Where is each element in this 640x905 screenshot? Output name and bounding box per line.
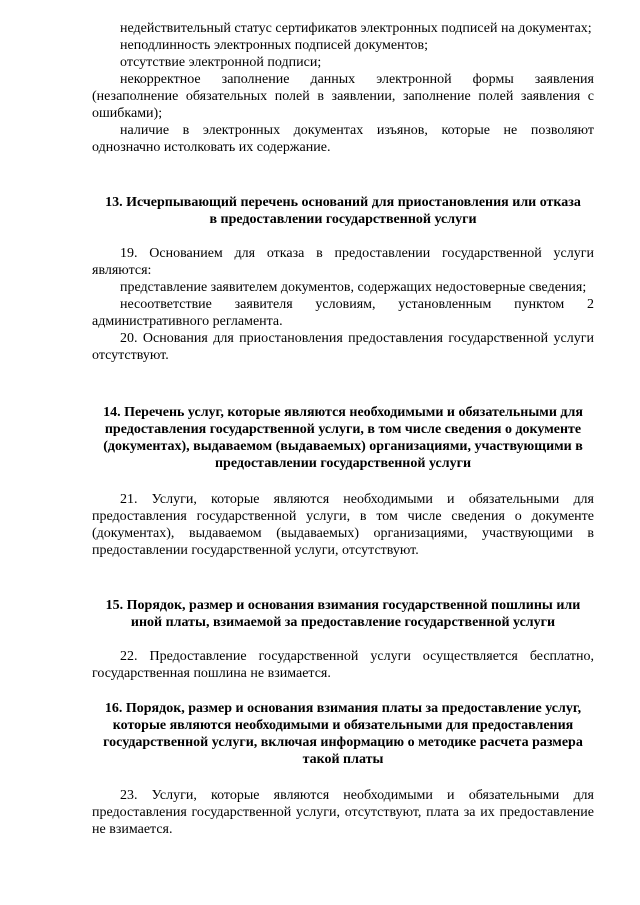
section-16-body xyxy=(92,787,594,838)
section-14-heading: 14. Перечень услуг, которые являются необходимыми и обязательными для предоставления государственной услуги, в том числе сведения о документе (документах), выдаваемом (выдаваемых) организациями, участвующими в предоставлении государственной услуги xyxy=(103,405,583,471)
section-16-heading: 16. Порядок, размер и основания взимания платы за предоставление услуг, которые являются необходимыми и обязательными для предоставления государственной услуги, включая информацию о методике расчета размера такой платы xyxy=(103,701,583,767)
paragraph: несоответствие заявителя условиям, установленным пунктом 2 административного регламента. xyxy=(92,297,594,329)
paragraph: 20. Основания для приостановления предоставления государственной услуги отсутствуют. xyxy=(92,331,594,363)
intro-list xyxy=(92,20,594,156)
list-item: недействительный статус сертификатов электронных подписей на документах; xyxy=(120,21,592,36)
section-13-body xyxy=(92,245,594,364)
list-item: отсутствие электронной подписи; xyxy=(120,55,322,70)
section-13-heading: 13. Исчерпывающий перечень оснований для приостановления или отказа в предоставлении государственной услуги xyxy=(105,195,581,227)
section-15-heading-block xyxy=(92,597,594,631)
paragraph: 19. Основанием для отказа в предоставлении государственной услуги являются: xyxy=(92,246,594,278)
section-14-heading-block xyxy=(92,404,594,472)
section-13-heading-block xyxy=(100,194,586,228)
paragraph: 22. Предоставление государственной услуги осуществляется бесплатно, государственная пошлина не взимается. xyxy=(92,649,594,681)
list-item: некорректное заполнение данных электронной формы заявления (незаполнение обязательных полей в заявлении, заполнение полей заявления с ошибками); xyxy=(92,72,594,121)
section-14-body xyxy=(92,491,594,559)
list-item: наличие в электронных документах изъянов, которые не позволяют однозначно истолковать их содержание. xyxy=(92,123,594,155)
paragraph: представление заявителем документов, содержащих недостоверные сведения; xyxy=(120,280,587,295)
section-16-heading-block xyxy=(92,700,594,768)
paragraph: 23. Услуги, которые являются необходимыми и обязательными для предоставления государственной услуги, отсутствуют, плата за их предоставление не взимается. xyxy=(92,788,594,837)
section-15-body xyxy=(92,648,594,682)
section-15-heading: 15. Порядок, размер и основания взимания государственной пошлины или иной платы, взимаемой за предоставление государственной услуги xyxy=(105,598,581,630)
paragraph: 21. Услуги, которые являются необходимыми и обязательными для предоставления государственной услуги, в том числе сведения о документе (документах), выдаваемом (выдаваемых) организациями, участвующими в предоставлении государственной услуги, отсутствуют. xyxy=(92,492,594,558)
list-item: неподлинность электронных подписей документов; xyxy=(120,38,429,53)
